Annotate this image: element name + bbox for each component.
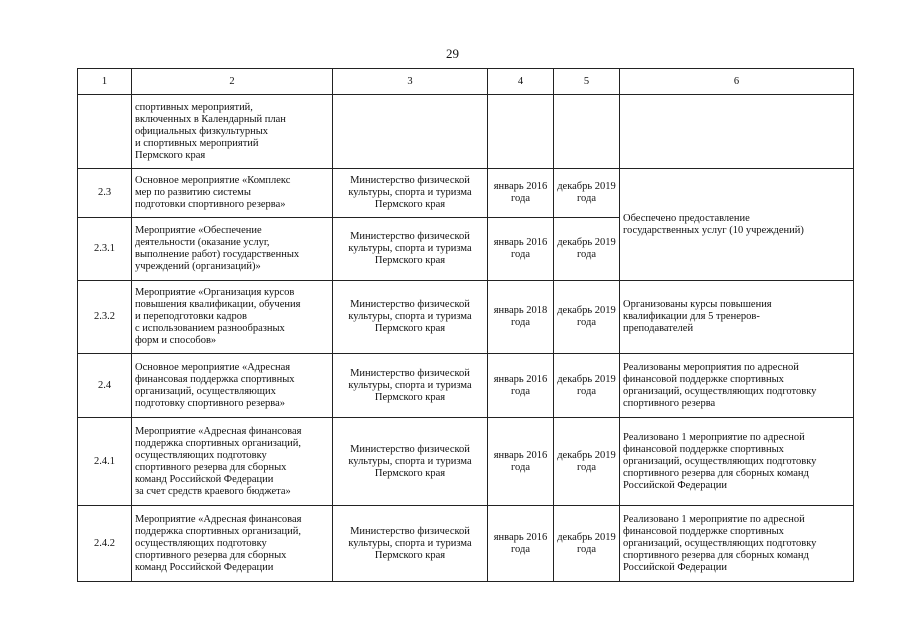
measure-description: Мероприятие «Обеспечение деятельности (оказание услуг, выполнение работ) государственных учреждений (организаций)» — [132, 218, 333, 281]
header-col-6: 6 — [620, 69, 854, 95]
table-header-row — [78, 69, 854, 95]
row-number: 2.3 — [78, 169, 132, 218]
end-date: декабрь 2019 года — [554, 418, 620, 506]
end-date-cell — [554, 95, 620, 169]
header-col-5: 5 — [554, 69, 620, 95]
row-number-cell — [78, 95, 132, 169]
measure-description: Мероприятие «Адресная финансовая поддержка спортивных организаций, осуществляющих подготовку спортивного резерва для сборных команд Российской Федерации — [132, 506, 333, 582]
start-date: январь 2016 года — [488, 354, 554, 418]
end-date: декабрь 2019 года — [554, 354, 620, 418]
table-row — [78, 354, 854, 418]
result: Организованы курсы повышения квалификации для 5 тренеров- преподавателей — [620, 281, 854, 354]
start-date: январь 2018 года — [488, 281, 554, 354]
start-date: январь 2016 года — [488, 218, 554, 281]
row-number: 2.4.1 — [78, 418, 132, 506]
row-number: 2.4.2 — [78, 506, 132, 582]
header-col-2: 2 — [132, 69, 333, 95]
start-date-cell — [488, 95, 554, 169]
measure-description: Основное мероприятие «Комплекс мер по развитию системы подготовки спортивного резерва» — [132, 169, 333, 218]
header-col-4: 4 — [488, 69, 554, 95]
table-row — [78, 418, 854, 506]
executor: Министерство физической культуры, спорта и туризма Пермского края — [333, 169, 488, 218]
table-row-continuation — [78, 95, 854, 169]
executor: Министерство физической культуры, спорта и туризма Пермского края — [333, 506, 488, 582]
row-number: 2.4 — [78, 354, 132, 418]
table-row — [78, 281, 854, 354]
header-col-3: 3 — [333, 69, 488, 95]
start-date: январь 2016 года — [488, 418, 554, 506]
end-date: декабрь 2019 года — [554, 169, 620, 218]
executor-cell — [333, 95, 488, 169]
executor: Министерство физической культуры, спорта и туризма Пермского края — [333, 418, 488, 506]
result: Реализовано 1 мероприятие по адресной финансовой поддержке спортивных организаций, осуществляющих подготовку спортивного резерва для сборных команд Российской Федерации — [620, 506, 854, 582]
page-number: 29 — [446, 46, 459, 61]
end-date: декабрь 2019 года — [554, 218, 620, 281]
header-col-1: 1 — [78, 69, 132, 95]
result-cell — [620, 95, 854, 169]
start-date: январь 2016 года — [488, 169, 554, 218]
table-row — [78, 169, 854, 218]
row-number: 2.3.2 — [78, 281, 132, 354]
executor: Министерство физической культуры, спорта и туризма Пермского края — [333, 281, 488, 354]
start-date: январь 2016 года — [488, 506, 554, 582]
measure-description: Мероприятие «Адресная финансовая поддержка спортивных организаций, осуществляющих подготовку спортивного резерва для сборных команд Российской Федерации за счет средств краевого бюджета» — [132, 418, 333, 506]
merged-result: Обеспечено предоставление государственных услуг (10 учреждений) — [620, 169, 854, 281]
end-date: декабрь 2019 года — [554, 506, 620, 582]
measure-description: Мероприятие «Организация курсов повышения квалификации, обучения и переподготовки кадров с использованием разнообразных форм и способов» — [132, 281, 333, 354]
executor: Министерство физической культуры, спорта и туризма Пермского края — [333, 218, 488, 281]
executor: Министерство физической культуры, спорта и туризма Пермского края — [333, 354, 488, 418]
result: Реализованы мероприятия по адресной финансовой поддержке спортивных организаций, осуществляющих подготовку спортивного резерва — [620, 354, 854, 418]
measure-description: Основное мероприятие «Адресная финансовая поддержка спортивных организаций, осуществляющих подготовку спортивного резерва» — [132, 354, 333, 418]
end-date: декабрь 2019 года — [554, 281, 620, 354]
measures-table — [77, 68, 854, 582]
row-number: 2.3.1 — [78, 218, 132, 281]
table-row — [78, 506, 854, 582]
result: Реализовано 1 мероприятие по адресной финансовой поддержке спортивных организаций, осуществляющих подготовку спортивного резерва для сборных команд Российской Федерации — [620, 418, 854, 506]
measure-description: спортивных мероприятий, включенных в Календарный план официальных физкультурных и спортивных мероприятий Пермского края — [132, 95, 333, 169]
